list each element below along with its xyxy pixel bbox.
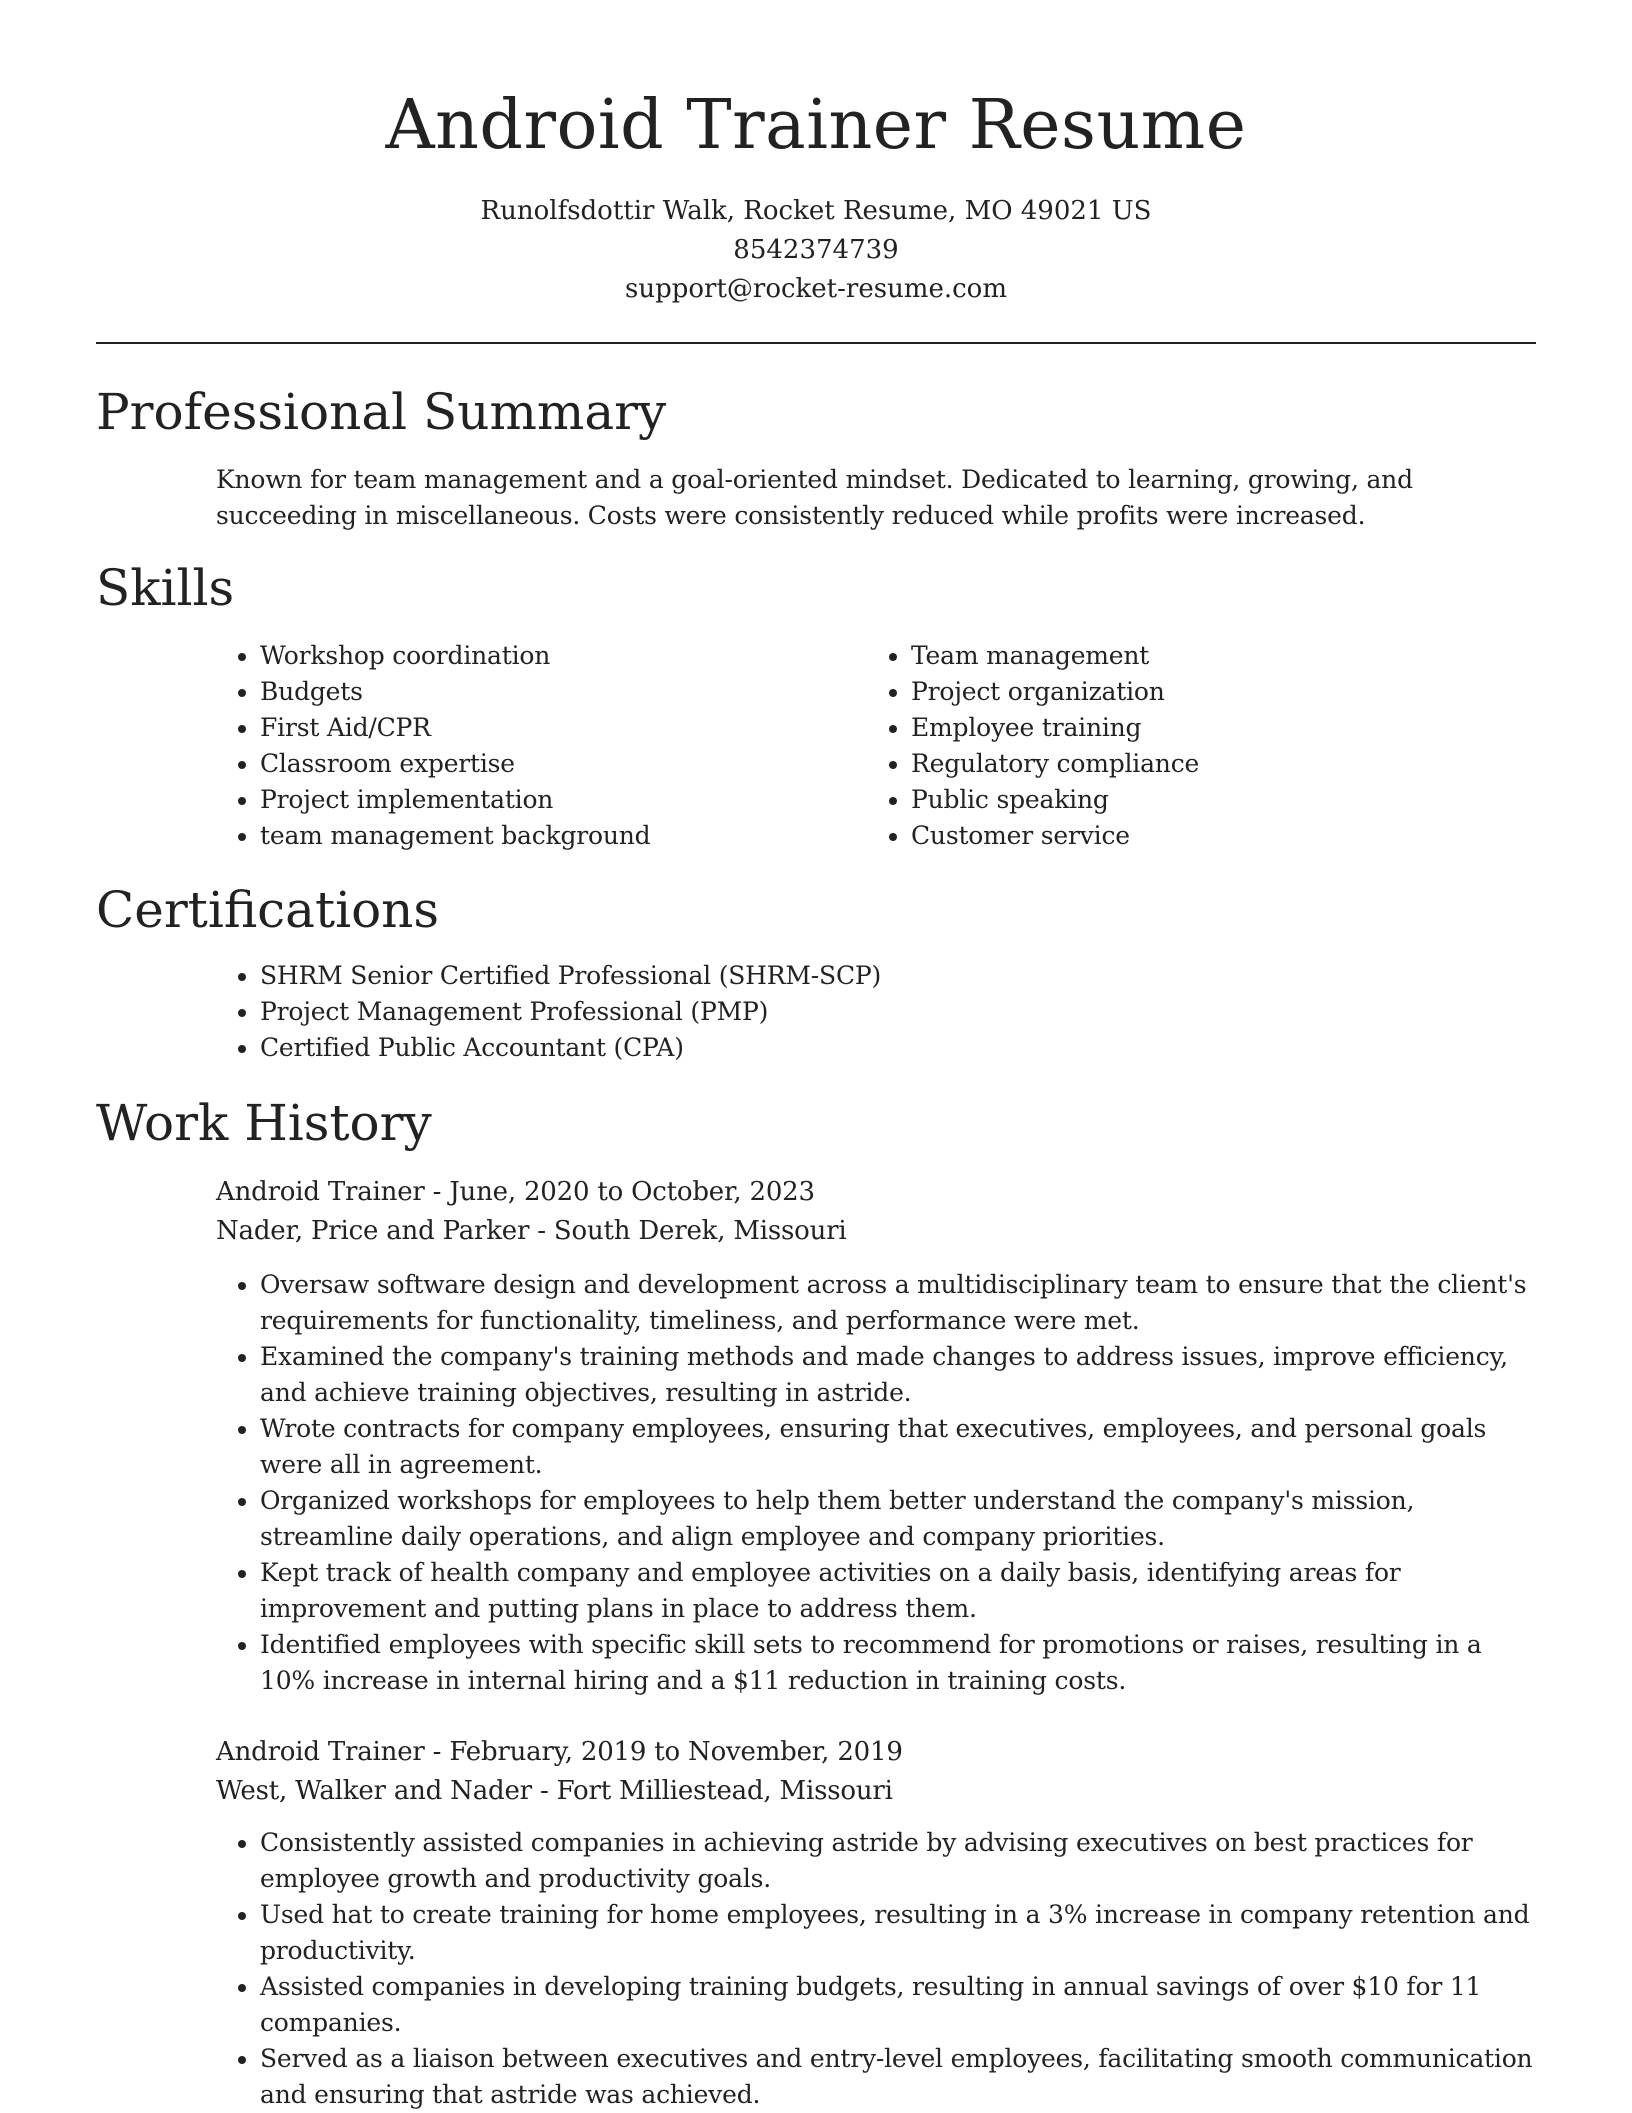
work-history-heading: Work History bbox=[96, 1094, 432, 1152]
job-bullets bbox=[216, 1267, 1536, 1699]
job-bullet: • Oversaw software design and development across a multidisciplinary team to ensure that the client's requirements for functionality, timeliness, and performance were met. bbox=[260, 1267, 1536, 1339]
skill-item: • Team management bbox=[911, 638, 1507, 674]
certification-item: • SHRM Senior Certified Professional (SHRM-SCP) bbox=[260, 958, 1536, 994]
job-bullet: • Wrote contracts for company employees, ensuring that executives, employees, and personal goals were all in agreement. bbox=[260, 1411, 1536, 1483]
skill-item: • Workshop coordination bbox=[260, 638, 856, 674]
job-bullet: • Served as a liaison between executives and entry-level employees, facilitating smooth communication and ensuring that astride was achieved. bbox=[260, 2041, 1536, 2113]
job-title-line: Android Trainer - June, 2020 to October, 2023 bbox=[216, 1177, 815, 1207]
resume-title: Android Trainer Resume bbox=[385, 86, 1247, 165]
job-bullet: • Used hat to create training for home employees, resulting in a 3% increase in company retention and productivity. bbox=[260, 1897, 1536, 1969]
certification-item: • Project Management Professional (PMP) bbox=[260, 994, 1536, 1030]
skill-item: • Project organization bbox=[911, 674, 1507, 710]
skills-column-left bbox=[216, 638, 856, 854]
job-bullets bbox=[216, 1825, 1536, 2113]
certifications-section bbox=[216, 958, 1536, 1066]
job-entry bbox=[216, 1733, 1536, 2113]
skill-item: • Public speaking bbox=[911, 782, 1507, 818]
job-entry bbox=[216, 1173, 1536, 1699]
summary-section bbox=[216, 462, 1536, 534]
skill-item: • Budgets bbox=[260, 674, 856, 710]
contact-phone: 8542374739 bbox=[733, 235, 899, 265]
job-bullet: • Identified employees with specific skill sets to recommend for promotions or raises, resulting in a 10% increase in internal hiring and a $11 reduction in training costs. bbox=[260, 1627, 1536, 1699]
job-company-line: Nader, Price and Parker - South Derek, Missouri bbox=[216, 1216, 847, 1246]
skill-item: • Regulatory compliance bbox=[911, 746, 1507, 782]
skill-item: • First Aid/CPR bbox=[260, 710, 856, 746]
skill-item: • Classroom expertise bbox=[260, 746, 856, 782]
skill-item: • Project implementation bbox=[260, 782, 856, 818]
summary-text: Known for team management and a goal-oriented mindset. Dedicated to learning, growing, and succeeding in miscellaneous. Costs were consistently reduced while profits were increased. bbox=[216, 465, 1413, 530]
certification-item: • Certified Public Accountant (CPA) bbox=[260, 1030, 1536, 1066]
skill-item: • team management background bbox=[260, 818, 856, 854]
job-bullet: • Assisted companies in developing training budgets, resulting in annual savings of over $10 for 11 companies. bbox=[260, 1969, 1536, 2041]
skill-item: • Employee training bbox=[911, 710, 1507, 746]
job-title-line: Android Trainer - February, 2019 to November, 2019 bbox=[216, 1737, 903, 1767]
contact-info bbox=[96, 192, 1536, 309]
job-bullet: • Examined the company's training methods and made changes to address issues, improve efficiency, and achieve training objectives, resulting in astride. bbox=[260, 1339, 1536, 1411]
contact-email: support@rocket-resume.com bbox=[624, 274, 1007, 304]
skills-left-list bbox=[216, 638, 856, 854]
job-bullet: • Organized workshops for employees to help them better understand the company's mission, streamline daily operations, and align employee and company priorities. bbox=[260, 1483, 1536, 1555]
summary-heading: Professional Summary bbox=[96, 383, 667, 441]
certifications-heading: Certifications bbox=[96, 881, 440, 939]
skill-item: • Customer service bbox=[911, 818, 1507, 854]
job-bullet: • Consistently assisted companies in achieving astride by advising executives on best practices for employee growth and productivity goals. bbox=[260, 1825, 1536, 1897]
skills-column-right bbox=[867, 638, 1507, 854]
contact-address: Runolfsdottir Walk, Rocket Resume, MO 49021 US bbox=[480, 196, 1152, 226]
certifications-list bbox=[216, 958, 1536, 1066]
skills-right-list bbox=[867, 638, 1507, 854]
skills-heading: Skills bbox=[96, 559, 235, 617]
header-divider bbox=[96, 342, 1536, 344]
job-company-line: West, Walker and Nader - Fort Milliestead, Missouri bbox=[216, 1776, 893, 1806]
job-bullet: • Kept track of health company and employee activities on a daily basis, identifying areas for improvement and putting plans in place to address them. bbox=[260, 1555, 1536, 1627]
